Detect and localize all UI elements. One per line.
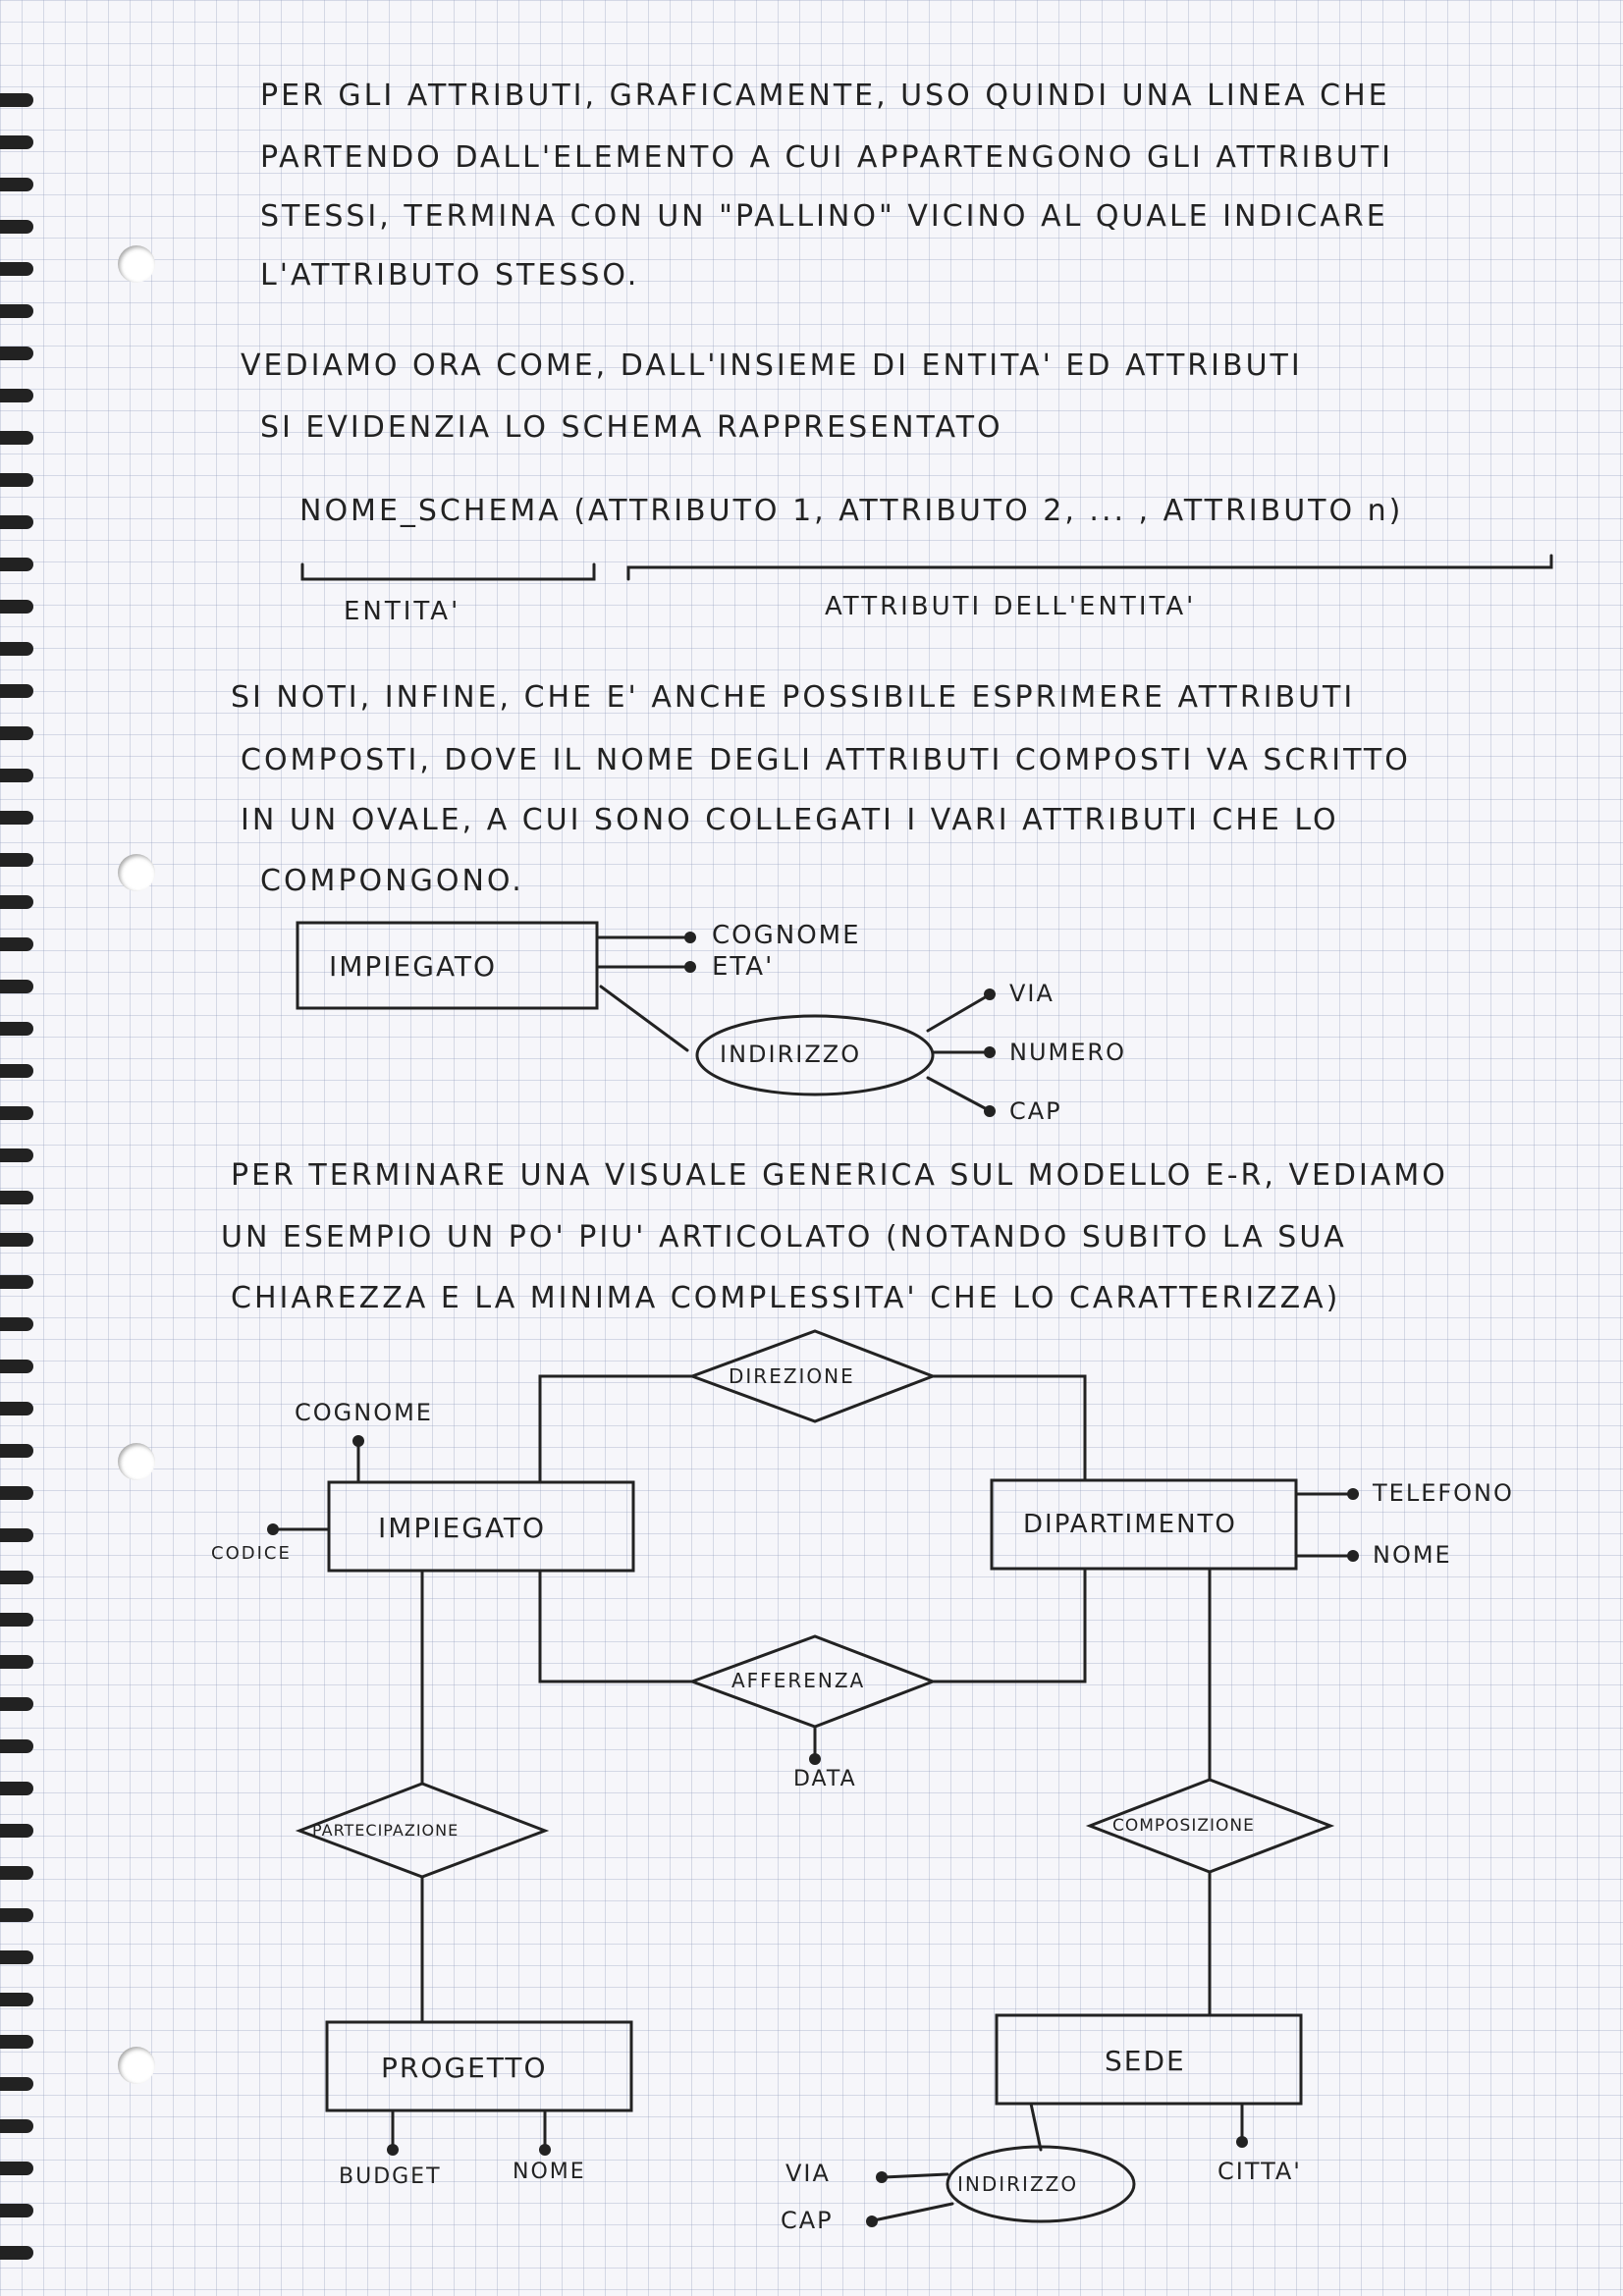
d2-nome-prog-label: NOME xyxy=(513,2160,586,2184)
p2-line-2: SI EVIDENZIA LO SCHEMA RAPPRESENTATO xyxy=(260,410,1003,445)
p2-line-1: VEDIAMO ORA COME, DALL'INSIEME DI ENTITA' ED ATTRIBUTI xyxy=(241,348,1303,383)
entity-brace xyxy=(302,564,594,579)
p1-line-4: L'ATTRIBUTO STESSO. xyxy=(260,258,640,293)
d1-cap-label: CAP xyxy=(1009,1097,1062,1125)
d2-cap-label: CAP xyxy=(781,2207,834,2234)
attributes-brace-label: ATTRIBUTI DELL'ENTITA' xyxy=(825,592,1197,621)
d2-nome-dip-label: NOME xyxy=(1373,1541,1452,1569)
d2-impiegato-label: IMPIEGATO xyxy=(378,1512,547,1544)
entity-brace-label: ENTITA' xyxy=(344,597,461,626)
p4-line-3: CHIAREZZA E LA MINIMA COMPLESSITA' CHE LO CARATTERIZZA) xyxy=(231,1281,1341,1315)
p1-line-3: STESSI, TERMINA CON UN "PALLINO" VICINO AL QUALE INDICARE xyxy=(260,199,1388,234)
d2-dipartimento-label: DIPARTIMENTO xyxy=(1023,1510,1237,1539)
p3-line-3: IN UN OVALE, A CUI SONO COLLEGATI I VARI ATTRIBUTI CHE LO xyxy=(241,803,1339,837)
d2-afferenza-label: AFFERENZA xyxy=(731,1669,866,1692)
d2-cognome-label: COGNOME xyxy=(295,1399,433,1426)
d2-sede-label: SEDE xyxy=(1105,2045,1186,2077)
d2-direzione-label: DIREZIONE xyxy=(729,1364,855,1388)
d1-numero-label: NUMERO xyxy=(1009,1039,1126,1066)
d2-data-label: DATA xyxy=(793,1767,857,1791)
d1-via-label: VIA xyxy=(1009,980,1055,1007)
p3-line-1: SI NOTI, INFINE, CHE E' ANCHE POSSIBILE ESPRIMERE ATTRIBUTI xyxy=(231,680,1356,715)
p3-line-2: COMPOSTI, DOVE IL NOME DEGLI ATTRIBUTI COMPOSTI VA SCRITTO xyxy=(241,743,1411,777)
d2-progetto-label: PROGETTO xyxy=(381,2052,548,2084)
d2-telefono-label: TELEFONO xyxy=(1373,1479,1514,1507)
p3-line-4: COMPONGONO. xyxy=(260,864,524,898)
d2-indirizzo-label: INDIRIZZO xyxy=(957,2172,1079,2196)
d1-eta-label: ETA' xyxy=(712,952,775,982)
d1-indirizzo-label: INDIRIZZO xyxy=(720,1041,862,1068)
d2-citta-label: CITTA' xyxy=(1217,2158,1302,2185)
d2-via-label: VIA xyxy=(785,2160,831,2187)
d1-impiegato-label: IMPIEGATO xyxy=(329,950,498,983)
d2-partecipazione-label: PARTECIPAZIONE xyxy=(312,1821,460,1840)
p4-line-2: UN ESEMPIO UN PO' PIU' ARTICOLATO (NOTANDO SUBITO LA SUA xyxy=(221,1220,1347,1255)
p1-line-1: PER GLI ATTRIBUTI, GRAFICAMENTE, USO QUINDI UNA LINEA CHE xyxy=(260,79,1390,113)
d1-cognome-label: COGNOME xyxy=(712,921,861,950)
p4-line-1: PER TERMINARE UNA VISUALE GENERICA SUL MODELLO E-R, VEDIAMO xyxy=(231,1158,1448,1193)
attributes-brace xyxy=(628,556,1551,579)
schema-formula: NOME_SCHEMA (ATTRIBUTO 1, ATTRIBUTO 2, ... , ATTRIBUTO n) xyxy=(299,494,1404,528)
p1-line-2: PARTENDO DALL'ELEMENTO A CUI APPARTENGONO GLI ATTRIBUTI xyxy=(260,140,1394,175)
d2-composizione-label: COMPOSIZIONE xyxy=(1112,1816,1255,1836)
d2-codice-label: CODICE xyxy=(211,1543,292,1564)
d2-budget-label: BUDGET xyxy=(339,2164,442,2189)
